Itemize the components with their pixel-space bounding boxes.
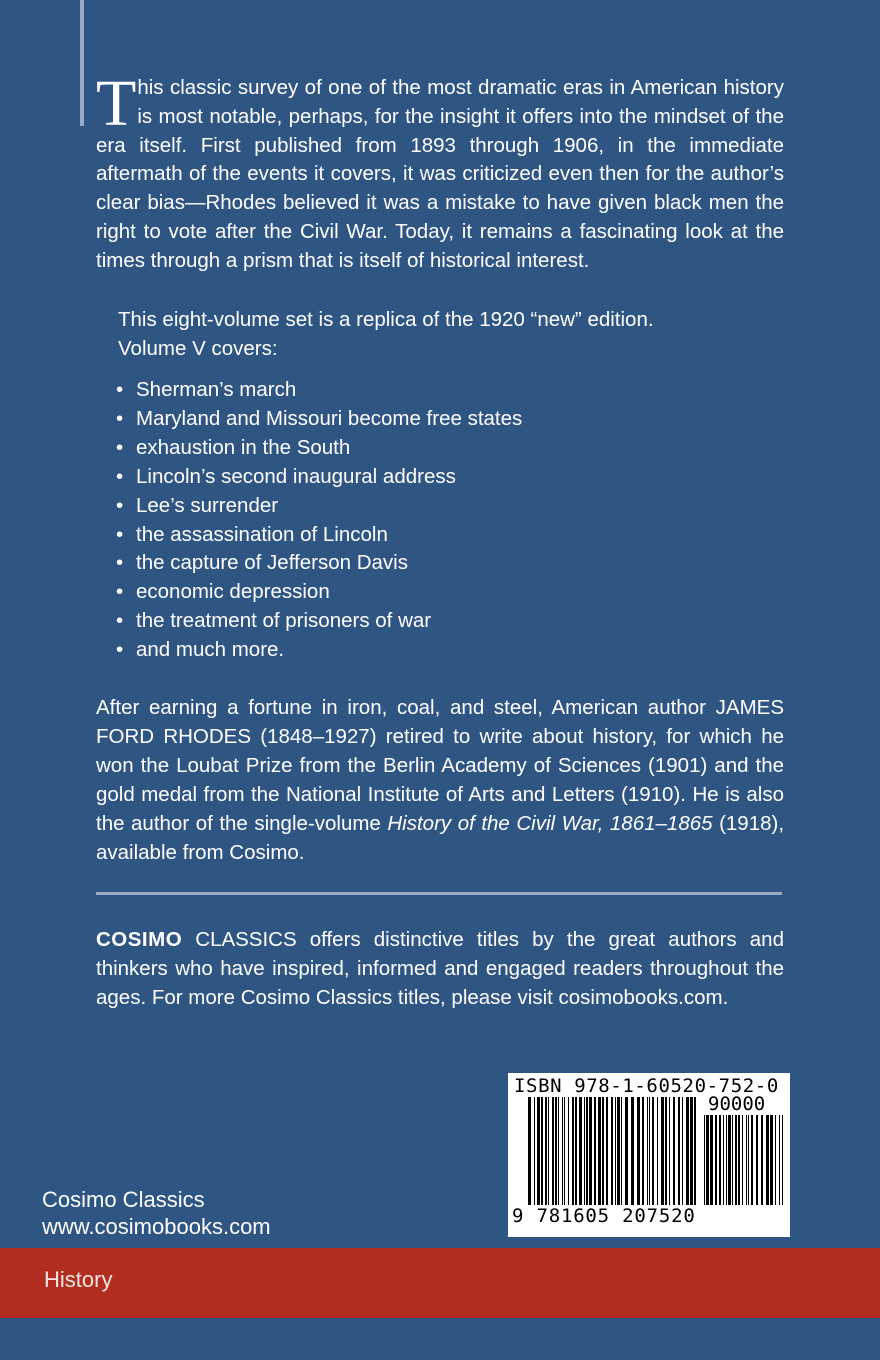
barcode-bar: [761, 1115, 763, 1205]
list-item: • the assassination of Lincoln: [116, 521, 522, 550]
barcode-bar: [686, 1097, 689, 1205]
barcode-bar: [611, 1097, 613, 1205]
volume-topics-list: [116, 376, 522, 665]
barcode-bar: [652, 1097, 654, 1205]
barcode-bar: [710, 1115, 713, 1205]
list-item: • the treatment of prisoners of war: [116, 607, 522, 636]
barcode-bar: [775, 1115, 776, 1205]
list-item: • Sherman’s march: [116, 376, 522, 405]
barcode-bar: [766, 1115, 769, 1205]
barcode-bar: [706, 1115, 709, 1205]
barcode-bar: [606, 1097, 608, 1205]
barcode-bar: [552, 1097, 554, 1205]
barcode-bar: [728, 1115, 731, 1205]
barcode-bar: [742, 1115, 743, 1205]
ean-barcode-bars: [528, 1097, 698, 1205]
barcode-bar: [562, 1097, 563, 1205]
publisher-name: Cosimo Classics: [42, 1187, 205, 1212]
book-title-italic: History of the Civil War, 1861–1865: [387, 811, 713, 835]
list-item: • Lee’s surrender: [116, 492, 522, 521]
author-bio-text: After earning a fortune in iron, coal, and steel, American author JAMES FORD RHODES (1848–1927) retired to write about history, for which he won the Loubat Prize from the Berlin Academy of Sciences (1901) and the gold medal from the National Institute of Arts and Letters (1910). He is also the author of the single-volume: [96, 696, 784, 835]
barcode-bar: [586, 1097, 588, 1205]
list-item: • exhaustion in the South: [116, 434, 522, 463]
list-item: • Maryland and Missouri become free states: [116, 405, 522, 434]
barcode-bar: [735, 1115, 737, 1205]
author-bio: [96, 694, 784, 867]
barcode-bar: [637, 1097, 640, 1205]
barcode-bar: [748, 1115, 749, 1205]
barcode-bar: [682, 1097, 683, 1205]
barcode-bar: [738, 1115, 740, 1205]
barcode-bar: [649, 1097, 650, 1205]
price-code: 90000: [708, 1093, 766, 1115]
covers-heading: Volume V covers:: [118, 337, 278, 360]
barcode-bar: [678, 1097, 680, 1205]
barcode-bar: [669, 1097, 670, 1205]
barcode-bar: [579, 1097, 582, 1205]
barcode-bar: [642, 1097, 644, 1205]
barcode-bar: [661, 1097, 664, 1205]
section-divider: [96, 892, 782, 895]
left-accent-rule: [80, 0, 84, 126]
barcode-bar: [665, 1097, 667, 1205]
description-paragraph: [96, 67, 784, 276]
list-item: • the capture of Jefferson Davis: [116, 549, 522, 578]
barcode-bar: [602, 1097, 604, 1205]
barcode-bar: [715, 1115, 717, 1205]
barcode-bar: [537, 1097, 540, 1205]
edition-note: This eight-volume set is a replica of the 1920 “new” edition.: [118, 308, 654, 331]
barcode-bar: [555, 1097, 557, 1205]
barcode-bar: [770, 1115, 773, 1205]
barcode-bar: [673, 1097, 675, 1205]
barcode-bar: [756, 1115, 758, 1205]
barcode-bar: [779, 1115, 780, 1205]
barcode-bar: [575, 1097, 577, 1205]
barcode-bar: [723, 1115, 724, 1205]
barcode-bar: [558, 1097, 559, 1205]
barcode-bar: [589, 1097, 592, 1205]
barcode-bar: [690, 1097, 693, 1205]
publisher-imprint: [42, 1186, 271, 1240]
barcode-bar: [647, 1097, 648, 1205]
barcode-bar: [541, 1097, 543, 1205]
barcode-bar: [534, 1097, 535, 1205]
barcode-bar: [726, 1115, 727, 1205]
barcode-bar: [621, 1097, 622, 1205]
brand-name: COSIMO: [96, 928, 183, 951]
barcode-bar: [594, 1097, 596, 1205]
barcode-bar: [751, 1115, 753, 1205]
isbn-label: ISBN 978-1-60520-752-0: [514, 1075, 779, 1097]
category-label: History: [44, 1267, 113, 1292]
list-item: • and much more.: [116, 636, 522, 665]
barcode-bar: [528, 1097, 531, 1205]
barcode-bar: [625, 1097, 628, 1205]
promo-text: CLASSICS offers distinctive titles by the great authors and thinkers who have inspired, informed and engaged readers throughout the ages. For more Cosimo Classics titles, please visit cosimobooks.com.: [96, 928, 784, 1009]
list-item: • Lincoln’s second inaugural address: [116, 463, 522, 492]
description-text: his classic survey of one of the most dramatic eras in American history is most notable, perhaps, for the insight it offers into the mindset of the era itself. First published from 1893 through 1906, in the immediate aftermath of the events it covers, it was criticized even then for the author’s clear bias—Rhodes believed it was a mistake to have given black men the right to vote after the Civil War. Today, it remains a fascinating look at the times through a prism that is itself of historical interest.: [96, 76, 784, 272]
barcode-bar: [572, 1097, 574, 1205]
addon-barcode-bars: [704, 1115, 786, 1205]
barcode-bar: [584, 1097, 585, 1205]
barcode-bar: [545, 1097, 547, 1205]
barcode-bar: [657, 1097, 658, 1205]
barcode-bar: [746, 1115, 747, 1205]
barcode-bar: [719, 1115, 721, 1205]
category-band: [0, 1248, 880, 1318]
barcode-bar: [615, 1097, 616, 1205]
barcode-bar: [548, 1097, 549, 1205]
barcode-bar: [631, 1097, 634, 1205]
barcode-bar: [564, 1097, 565, 1205]
barcode-bar: [694, 1097, 696, 1205]
barcode-bar: [782, 1115, 783, 1205]
publisher-url: www.cosimobooks.com: [42, 1214, 271, 1239]
barcode-bar: [617, 1097, 620, 1205]
barcode-bar: [704, 1115, 705, 1205]
ean-number: 9 781605 207520: [512, 1205, 696, 1227]
drop-cap: T: [96, 67, 137, 140]
barcode-bar: [568, 1097, 569, 1205]
barcode-bar: [598, 1097, 601, 1205]
isbn-barcode: [508, 1073, 790, 1237]
list-item: • economic depression: [116, 578, 522, 607]
barcode-bar: [732, 1115, 733, 1205]
author-bio-tail: (1918), available from Cosimo.: [96, 811, 785, 864]
publisher-promo: [96, 926, 784, 1013]
